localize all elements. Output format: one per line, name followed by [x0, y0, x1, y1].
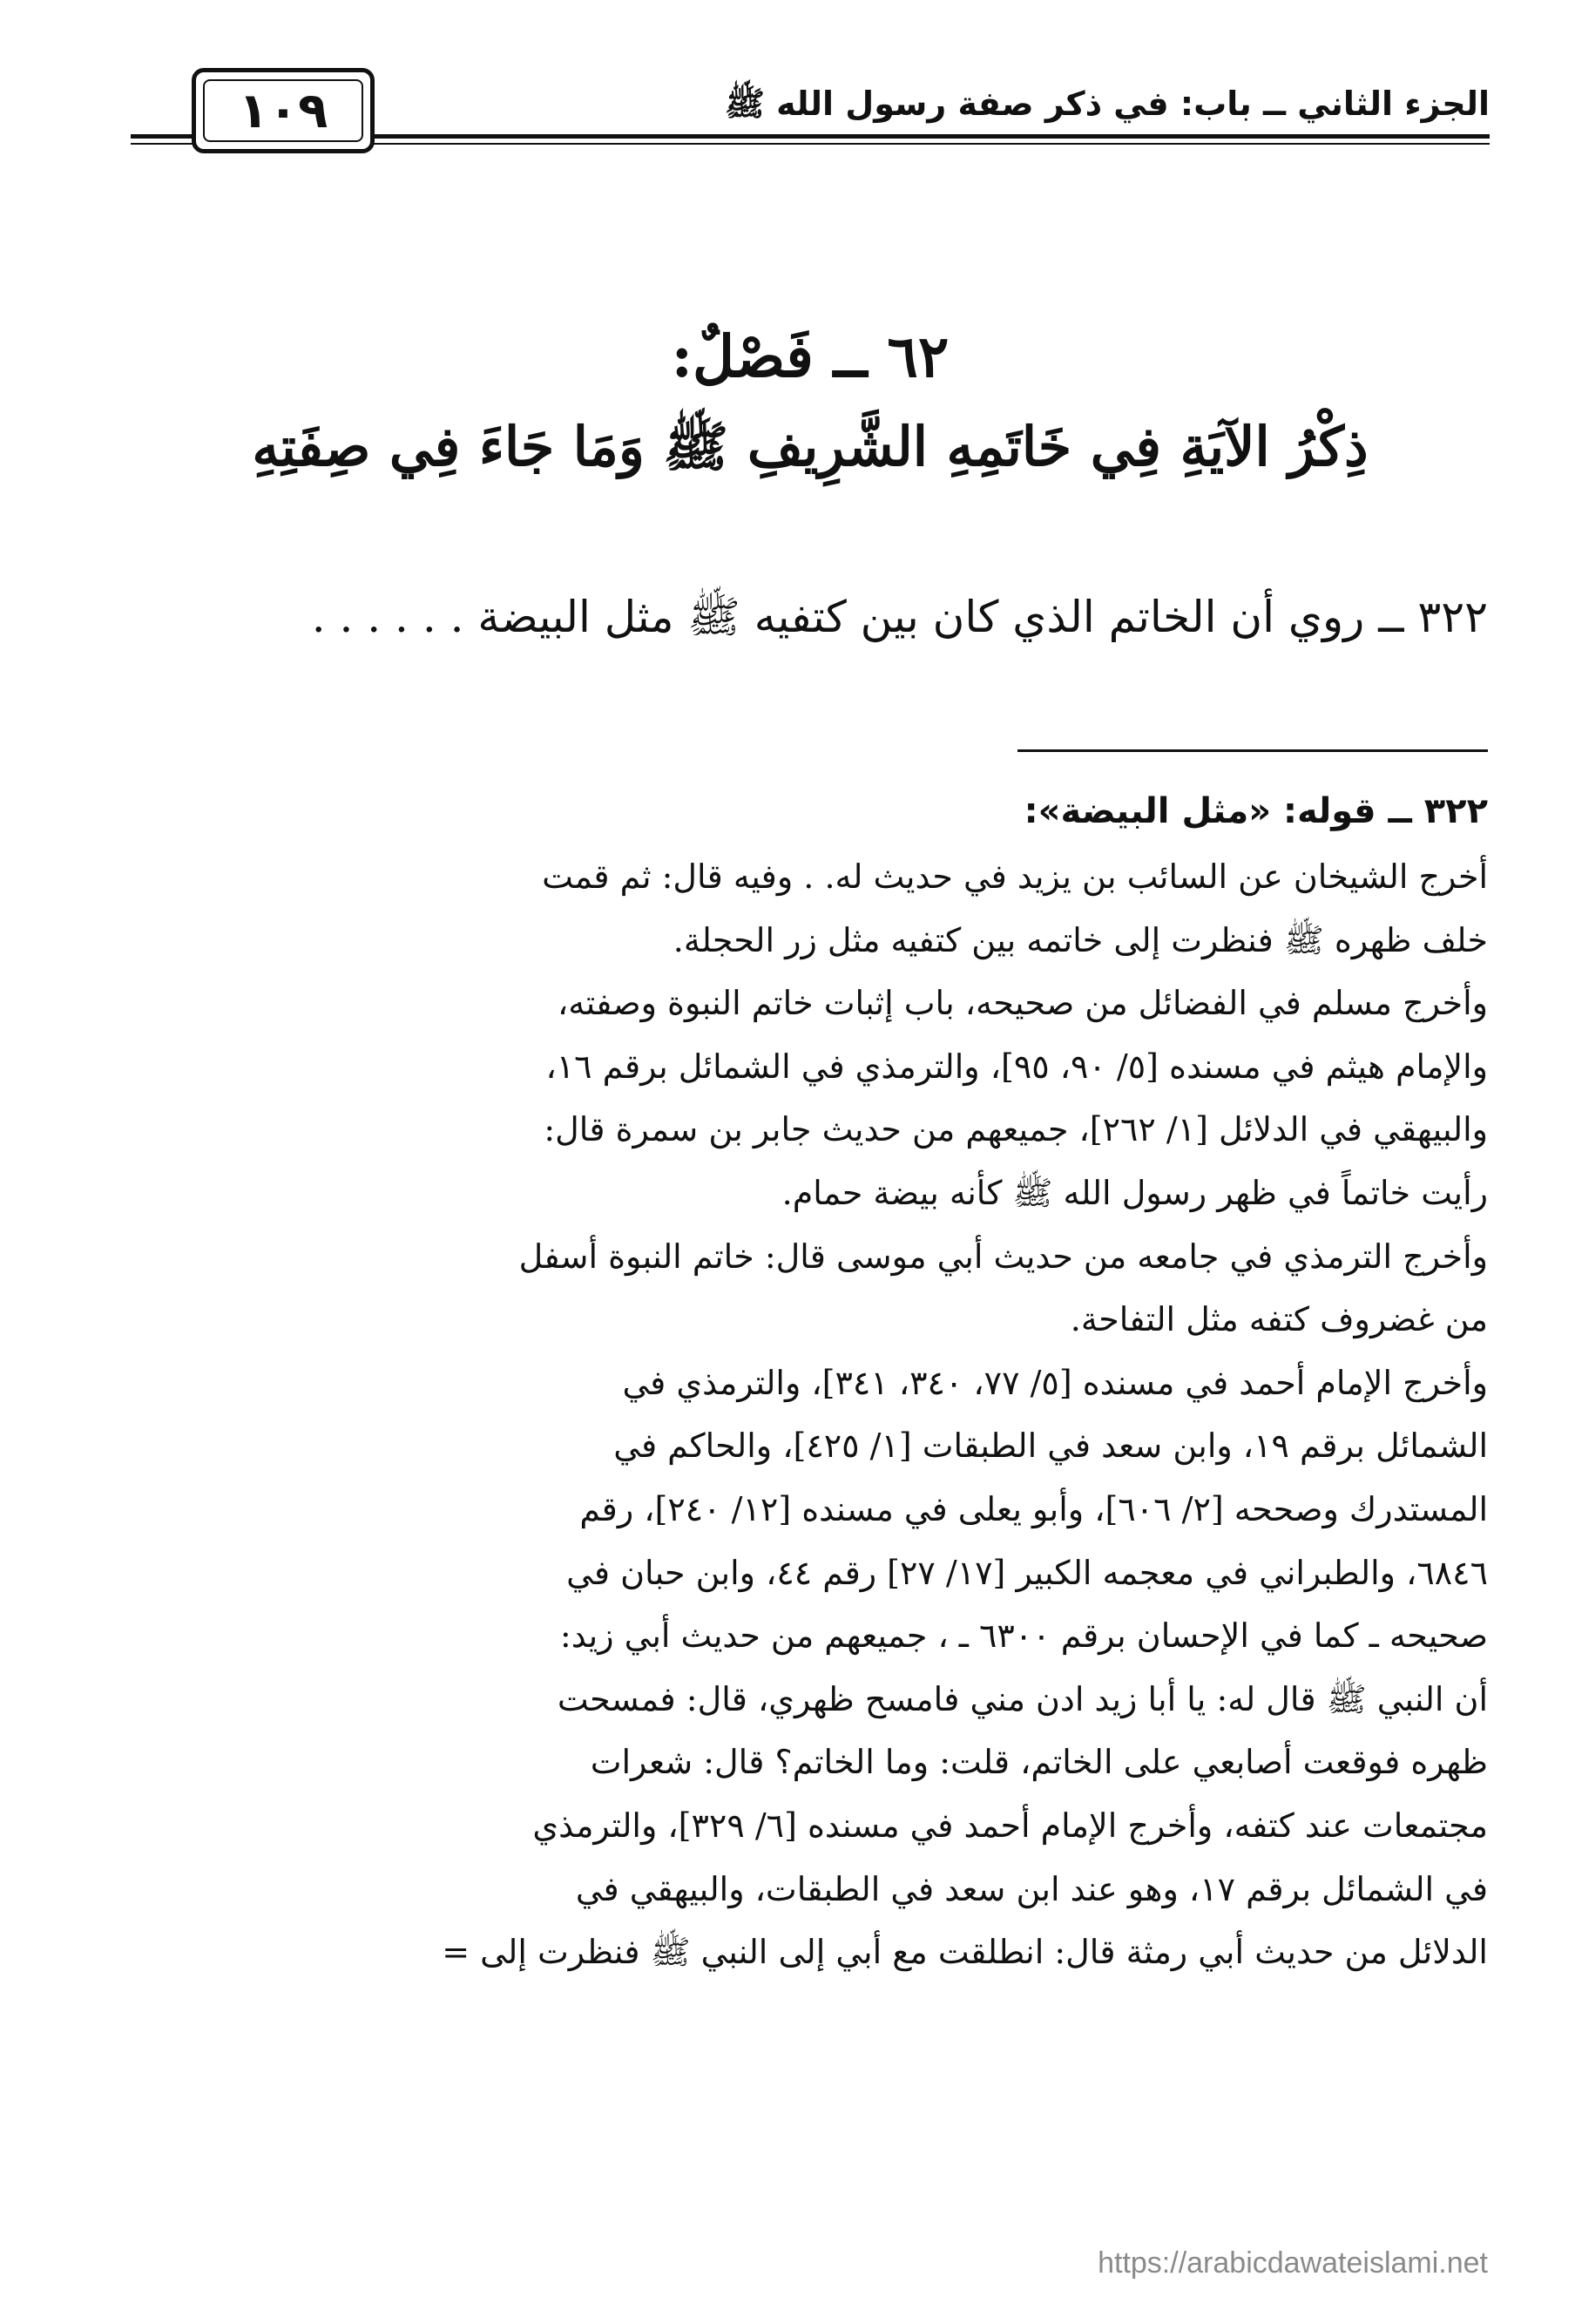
footnote-line: صحيحه ـ كما في الإحسان برقم ٦٣٠٠ ـ ، جميعهم من حديث أبي زيد:: [559, 1616, 1488, 1656]
page-number-frame: [192, 68, 375, 153]
footnote-line: أخرج الشيخان عن السائب بن يزيد في حديث له. . وفيه قال: ثم قمت: [542, 857, 1488, 896]
running-header-title: الجزء الثاني ــ باب: في ذكر صفة رسول الله ﷺ: [725, 85, 1490, 123]
footnote-line: والبيهقي في الدلائل [١/ ٢٦٢]، جميعهم من حديث جابر بن سمرة قال:: [544, 1110, 1488, 1149]
section-subtitle: ذِكْرُ الآيَةِ فِي خَاتَمِهِ الشَّرِيفِ ﷺ وَمَا جَاءَ فِي صِفَتِهِ: [252, 415, 1369, 478]
footnote-line: الشمائل برقم ١٩، وابن سعد في الطبقات [١/ ٤٢٥]، والحاكم في: [613, 1426, 1488, 1466]
footnote-body: [207, 845, 1488, 1984]
footnote-line: وأخرج مسلم في الفضائل من صحيحه، باب إثبات خاتم النبوة وصفته،: [558, 984, 1488, 1023]
footnote-line: وأخرج الترمذي في جامعه من حديث أبي موسى قال: خاتم النبوة أسفل: [518, 1237, 1488, 1276]
footnote-line: وأخرج الإمام أحمد في مسنده [٥/ ٧٧، ٣٤٠، ٣٤١]، والترمذي في: [622, 1363, 1488, 1402]
footnote-line: في الشمائل برقم ١٧، وهو عند ابن سعد في الطبقات، والبيهقي في: [575, 1869, 1488, 1908]
footnote-heading: ٣٢٢ ــ قوله: «مثل البيضة»:: [1024, 791, 1488, 831]
running-header: [131, 68, 1490, 155]
footnote-line: خلف ظهره ﷺ فنظرت إلى خاتمه بين كتفيه مثل زر الحجلة.: [673, 920, 1488, 959]
footnote-line: والإمام هيثم في مسنده [٥/ ٩٠، ٩٥]، والترمذي في الشمائل برقم ١٦،: [545, 1047, 1488, 1086]
main-text-paragraph: ٣٢٢ ــ روي أن الخاتم الذي كان بين كتفيه ﷺ مثل البيضة . . . . . .: [311, 592, 1488, 642]
page-number: ١٠٩: [238, 82, 328, 139]
footnote-line: من غضروف كتفه مثل التفاحة.: [1070, 1300, 1488, 1339]
footnote-line: الدلائل من حديث أبي رمثة قال: انطلقت مع أبي إلى النبي ﷺ فنظرت إلى =: [442, 1933, 1488, 1972]
footnote-line: المستدرك وصححه [٢/ ٦٠٦]، وأبو يعلى في مسنده [١٢/ ٢٤٠]، رقم: [579, 1489, 1488, 1528]
footnote-line: رأيت خاتماً في ظهر رسول الله ﷺ كأنه بيضة حمام.: [781, 1173, 1488, 1212]
section-number-title: ٦٢ ــ فَصْلٌ:: [671, 322, 950, 390]
footnote-separator: [1017, 749, 1488, 752]
footnote-line: مجتمعات عند كتفه، وأخرج الإمام أحمد في مسنده [٦/ ٣٢٩]، والترمذي: [532, 1806, 1488, 1845]
footnote-line: ٦٨٤٦، والطبراني في معجمه الكبير [١٧/ ٢٧] رقم ٤٤، وابن حبان في: [566, 1553, 1488, 1592]
watermark-url: https://arabicdawateislami.net: [1098, 2246, 1488, 2280]
footnote-line: أن النبي ﷺ قال له: يا أبا زيد ادن مني فامسح ظهري، قال: فمسحت: [557, 1679, 1488, 1718]
footnote-line: ظهره فوقعت أصابعي على الخاتم، قلت: وما الخاتم؟ قال: شعرات: [590, 1743, 1488, 1782]
